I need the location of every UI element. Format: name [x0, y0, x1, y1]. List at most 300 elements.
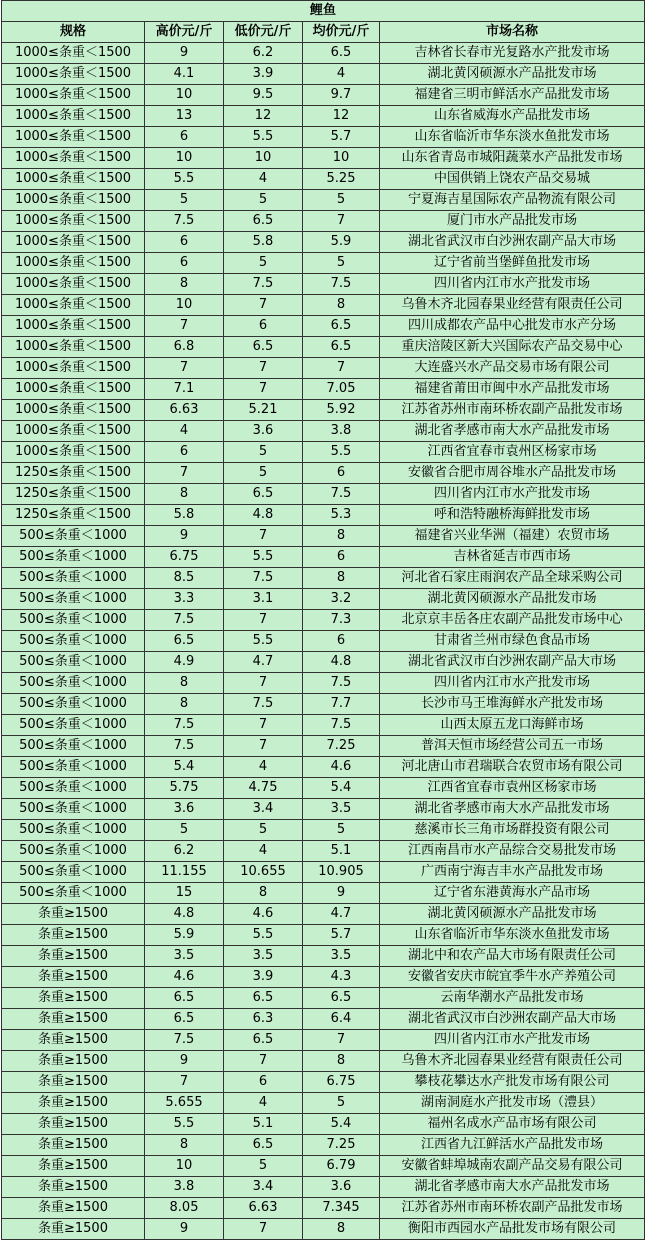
- cell-low-price[interactable]: 6.63: [224, 1198, 303, 1219]
- cell-market-name[interactable]: 厦门市水产品批发市场: [380, 211, 645, 232]
- table-row: [2, 400, 645, 421]
- cell-spec[interactable]: 500≤条重＜1000: [2, 736, 145, 757]
- cell-low-price[interactable]: 3.9: [224, 967, 303, 988]
- cell-high-price[interactable]: 9: [145, 43, 224, 64]
- cell-low-price[interactable]: 9.5: [224, 85, 303, 106]
- cell-high-price[interactable]: 5.5: [145, 169, 224, 190]
- cell-spec[interactable]: 条重≥1500: [2, 1072, 145, 1093]
- cell-spec[interactable]: 500≤条重＜1000: [2, 568, 145, 589]
- cell-high-price[interactable]: 5.655: [145, 1093, 224, 1114]
- cell-high-price[interactable]: 4.8: [145, 904, 224, 925]
- cell-low-price[interactable]: 4: [224, 841, 303, 862]
- cell-low-price[interactable]: 7: [224, 1219, 303, 1240]
- cell-market-name[interactable]: 福州名成水产品市场有限公司: [380, 1114, 645, 1135]
- cell-avg-price[interactable]: 7.5: [303, 484, 380, 505]
- cell-high-price[interactable]: 6: [145, 232, 224, 253]
- cell-high-price[interactable]: 7.5: [145, 610, 224, 631]
- table-row: [2, 820, 645, 841]
- cell-high-price[interactable]: 7: [145, 463, 224, 484]
- cell-low-price[interactable]: 7: [224, 610, 303, 631]
- cell-market-name[interactable]: 湖北中和农产品大市场有限责任公司: [380, 946, 645, 967]
- cell-high-price[interactable]: 3.8: [145, 1177, 224, 1198]
- cell-market-name[interactable]: 安徽省合肥市周谷堆水产品批发市场: [380, 463, 645, 484]
- cell-avg-price[interactable]: 6.5: [303, 337, 380, 358]
- cell-low-price[interactable]: 12: [224, 106, 303, 127]
- header-market-name[interactable]: 市场名称: [380, 22, 645, 43]
- cell-market-name[interactable]: 湖南洞庭水产批发市场（澧县）: [380, 1093, 645, 1114]
- cell-high-price[interactable]: 5: [145, 820, 224, 841]
- cell-high-price[interactable]: 5: [145, 190, 224, 211]
- cell-market-name[interactable]: 甘肃省兰州市绿色食品市场: [380, 631, 645, 652]
- cell-avg-price[interactable]: 7.7: [303, 694, 380, 715]
- cell-spec[interactable]: 500≤条重＜1000: [2, 547, 145, 568]
- cell-market-name[interactable]: 山东省临沂市华东淡水鱼批发市场: [380, 127, 645, 148]
- cell-spec[interactable]: 1000≤条重＜1500: [2, 148, 145, 169]
- cell-market-name[interactable]: 福建省莆田市闽中水产品批发市场: [380, 379, 645, 400]
- cell-avg-price[interactable]: 5.5: [303, 442, 380, 463]
- cell-spec[interactable]: 条重≥1500: [2, 1177, 145, 1198]
- cell-high-price[interactable]: 3.6: [145, 799, 224, 820]
- cell-high-price[interactable]: 10: [145, 148, 224, 169]
- cell-market-name[interactable]: 湖北省武汉市白沙洲农副产品大市场: [380, 1009, 645, 1030]
- cell-spec[interactable]: 500≤条重＜1000: [2, 862, 145, 883]
- cell-spec[interactable]: 500≤条重＜1000: [2, 778, 145, 799]
- table-row: [2, 211, 645, 232]
- cell-spec[interactable]: 1000≤条重＜1500: [2, 421, 145, 442]
- cell-avg-price[interactable]: 4: [303, 64, 380, 85]
- cell-high-price[interactable]: 10: [145, 295, 224, 316]
- cell-spec[interactable]: 条重≥1500: [2, 1219, 145, 1240]
- cell-spec[interactable]: 条重≥1500: [2, 988, 145, 1009]
- cell-market-name[interactable]: 江西南昌市水产品综合交易批发市场: [380, 841, 645, 862]
- cell-avg-price[interactable]: 5: [303, 1093, 380, 1114]
- cell-high-price[interactable]: 10: [145, 1156, 224, 1177]
- cell-avg-price[interactable]: 6.75: [303, 1072, 380, 1093]
- cell-market-name[interactable]: 慈溪市长三角市场群投资有限公司: [380, 820, 645, 841]
- cell-avg-price[interactable]: 7: [303, 358, 380, 379]
- cell-market-name[interactable]: 河北唐山市君瑞联合农贸市场有限公司: [380, 757, 645, 778]
- cell-low-price[interactable]: 6: [224, 1072, 303, 1093]
- cell-high-price[interactable]: 7: [145, 358, 224, 379]
- table-row: [2, 253, 645, 274]
- cell-spec[interactable]: 500≤条重＜1000: [2, 673, 145, 694]
- cell-market-name[interactable]: 大连盛兴水产品交易市场有限公司: [380, 358, 645, 379]
- header-low-price[interactable]: 低价元/斤: [224, 22, 303, 43]
- cell-spec[interactable]: 1250≤条重＜1500: [2, 463, 145, 484]
- cell-high-price[interactable]: 9: [145, 526, 224, 547]
- cell-low-price[interactable]: 4.6: [224, 904, 303, 925]
- cell-spec[interactable]: 1000≤条重＜1500: [2, 106, 145, 127]
- cell-low-price[interactable]: 5: [224, 442, 303, 463]
- cell-spec[interactable]: 500≤条重＜1000: [2, 694, 145, 715]
- cell-low-price[interactable]: 4: [224, 169, 303, 190]
- cell-avg-price[interactable]: 8: [303, 526, 380, 547]
- cell-market-name[interactable]: 安徽省蚌埠城南农副产品交易有限公司: [380, 1156, 645, 1177]
- cell-avg-price[interactable]: 7: [303, 211, 380, 232]
- cell-high-price[interactable]: 9: [145, 1051, 224, 1072]
- cell-low-price[interactable]: 3.4: [224, 1177, 303, 1198]
- cell-market-name[interactable]: 湖北省武汉市白沙洲农副产品大市场: [380, 232, 645, 253]
- cell-avg-price[interactable]: 12: [303, 106, 380, 127]
- cell-avg-price[interactable]: 7.25: [303, 1135, 380, 1156]
- cell-market-name[interactable]: 四川省内江市水产批发市场: [380, 274, 645, 295]
- cell-high-price[interactable]: 5.8: [145, 505, 224, 526]
- cell-high-price[interactable]: 3.3: [145, 589, 224, 610]
- header-high-price[interactable]: 高价元/斤: [145, 22, 224, 43]
- header-spec[interactable]: 规格: [2, 22, 145, 43]
- cell-spec[interactable]: 500≤条重＜1000: [2, 820, 145, 841]
- cell-market-name[interactable]: 湖北省孝感市南大水产品批发市场: [380, 421, 645, 442]
- cell-avg-price[interactable]: 6.5: [303, 43, 380, 64]
- cell-spec[interactable]: 1000≤条重＜1500: [2, 316, 145, 337]
- cell-high-price[interactable]: 7.5: [145, 736, 224, 757]
- table-row: [2, 442, 645, 463]
- cell-avg-price[interactable]: 3.6: [303, 1177, 380, 1198]
- cell-low-price[interactable]: 5: [224, 463, 303, 484]
- cell-low-price[interactable]: 10.655: [224, 862, 303, 883]
- cell-market-name[interactable]: 湖北省武汉市白沙洲农副产品大市场: [380, 652, 645, 673]
- cell-high-price[interactable]: 5.75: [145, 778, 224, 799]
- cell-spec[interactable]: 1000≤条重＜1500: [2, 274, 145, 295]
- cell-avg-price[interactable]: 7.5: [303, 715, 380, 736]
- cell-low-price[interactable]: 6.5: [224, 988, 303, 1009]
- cell-spec[interactable]: 500≤条重＜1000: [2, 883, 145, 904]
- cell-avg-price[interactable]: 3.5: [303, 946, 380, 967]
- header-avg-price[interactable]: 均价元/斤: [303, 22, 380, 43]
- cell-avg-price[interactable]: 5.7: [303, 127, 380, 148]
- cell-high-price[interactable]: 8.5: [145, 568, 224, 589]
- cell-high-price[interactable]: 6: [145, 442, 224, 463]
- cell-low-price[interactable]: 10: [224, 148, 303, 169]
- cell-low-price[interactable]: 7.5: [224, 568, 303, 589]
- cell-avg-price[interactable]: 7.5: [303, 673, 380, 694]
- cell-avg-price[interactable]: 7.25: [303, 736, 380, 757]
- cell-high-price[interactable]: 6.5: [145, 988, 224, 1009]
- cell-avg-price[interactable]: 6.5: [303, 316, 380, 337]
- cell-spec[interactable]: 1000≤条重＜1500: [2, 64, 145, 85]
- cell-spec[interactable]: 条重≥1500: [2, 1093, 145, 1114]
- cell-spec[interactable]: 1000≤条重＜1500: [2, 232, 145, 253]
- cell-market-name[interactable]: 江西省九江鲜活水产品批发市场: [380, 1135, 645, 1156]
- cell-avg-price[interactable]: 3.2: [303, 589, 380, 610]
- cell-spec[interactable]: 条重≥1500: [2, 1135, 145, 1156]
- cell-low-price[interactable]: 7.5: [224, 274, 303, 295]
- cell-spec[interactable]: 条重≥1500: [2, 1051, 145, 1072]
- cell-low-price[interactable]: 5.8: [224, 232, 303, 253]
- cell-low-price[interactable]: 6.3: [224, 1009, 303, 1030]
- cell-spec[interactable]: 条重≥1500: [2, 925, 145, 946]
- cell-high-price[interactable]: 11.155: [145, 862, 224, 883]
- cell-avg-price[interactable]: 9.7: [303, 85, 380, 106]
- cell-high-price[interactable]: 7.5: [145, 1030, 224, 1051]
- cell-high-price[interactable]: 10: [145, 85, 224, 106]
- cell-avg-price[interactable]: 4.6: [303, 757, 380, 778]
- cell-high-price[interactable]: 8.05: [145, 1198, 224, 1219]
- cell-high-price[interactable]: 4.9: [145, 652, 224, 673]
- cell-spec[interactable]: 1000≤条重＜1500: [2, 442, 145, 463]
- cell-low-price[interactable]: 7: [224, 379, 303, 400]
- cell-market-name[interactable]: 山东省威海水产品批发市场: [380, 106, 645, 127]
- cell-high-price[interactable]: 6.5: [145, 1009, 224, 1030]
- cell-spec[interactable]: 500≤条重＜1000: [2, 589, 145, 610]
- cell-spec[interactable]: 条重≥1500: [2, 1156, 145, 1177]
- cell-low-price[interactable]: 7.5: [224, 694, 303, 715]
- cell-spec[interactable]: 500≤条重＜1000: [2, 652, 145, 673]
- cell-avg-price[interactable]: 5.3: [303, 505, 380, 526]
- cell-market-name[interactable]: 长沙市马王堆海鲜水产批发市场: [380, 694, 645, 715]
- cell-high-price[interactable]: 15: [145, 883, 224, 904]
- cell-avg-price[interactable]: 5: [303, 190, 380, 211]
- cell-market-name[interactable]: 湖北省孝感市南大水产品批发市场: [380, 799, 645, 820]
- cell-market-name[interactable]: 山东省临沂市华东淡水鱼批发市场: [380, 925, 645, 946]
- cell-avg-price[interactable]: 7.5: [303, 274, 380, 295]
- cell-high-price[interactable]: 5.9: [145, 925, 224, 946]
- cell-market-name[interactable]: 湖北黄冈硕源水产品批发市场: [380, 64, 645, 85]
- cell-spec[interactable]: 1250≤条重＜1500: [2, 505, 145, 526]
- cell-market-name[interactable]: 中国供销上饶农产品交易城: [380, 169, 645, 190]
- cell-low-price[interactable]: 4.7: [224, 652, 303, 673]
- cell-market-name[interactable]: 四川成都农产品中心批发市水产分场: [380, 316, 645, 337]
- cell-spec[interactable]: 条重≥1500: [2, 946, 145, 967]
- cell-avg-price[interactable]: 5.92: [303, 400, 380, 421]
- cell-high-price[interactable]: 6.63: [145, 400, 224, 421]
- cell-avg-price[interactable]: 5.7: [303, 925, 380, 946]
- cell-spec[interactable]: 1000≤条重＜1500: [2, 211, 145, 232]
- cell-avg-price[interactable]: 8: [303, 295, 380, 316]
- cell-avg-price[interactable]: 3.8: [303, 421, 380, 442]
- cell-spec[interactable]: 500≤条重＜1000: [2, 799, 145, 820]
- cell-avg-price[interactable]: 10: [303, 148, 380, 169]
- cell-high-price[interactable]: 8: [145, 673, 224, 694]
- cell-avg-price[interactable]: 7.345: [303, 1198, 380, 1219]
- table-row: [2, 1219, 645, 1240]
- cell-high-price[interactable]: 7: [145, 316, 224, 337]
- cell-market-name[interactable]: 云南华潮水产品批发市场: [380, 988, 645, 1009]
- cell-low-price[interactable]: 5.5: [224, 127, 303, 148]
- table-row: [2, 610, 645, 631]
- cell-low-price[interactable]: 7: [224, 526, 303, 547]
- cell-market-name[interactable]: 安徽省安庆市皖宜季牛水产养殖公司: [380, 967, 645, 988]
- cell-market-name[interactable]: 江苏省苏州市南环桥农副产品批发市场: [380, 400, 645, 421]
- cell-spec[interactable]: 1000≤条重＜1500: [2, 379, 145, 400]
- cell-market-name[interactable]: 四川省内江市水产批发市场: [380, 673, 645, 694]
- cell-low-price[interactable]: 5.5: [224, 631, 303, 652]
- cell-market-name[interactable]: 河北省石家庄雨润农产品全球采购公司: [380, 568, 645, 589]
- cell-low-price[interactable]: 7: [224, 715, 303, 736]
- cell-high-price[interactable]: 6.75: [145, 547, 224, 568]
- cell-high-price[interactable]: 3.5: [145, 946, 224, 967]
- cell-spec[interactable]: 条重≥1500: [2, 1009, 145, 1030]
- cell-low-price[interactable]: 6: [224, 316, 303, 337]
- cell-market-name[interactable]: 宁夏海吉星国际农产品物流有限公司: [380, 190, 645, 211]
- cell-avg-price[interactable]: 9: [303, 883, 380, 904]
- cell-spec[interactable]: 500≤条重＜1000: [2, 610, 145, 631]
- cell-avg-price[interactable]: 5: [303, 820, 380, 841]
- cell-market-name[interactable]: 湖北省孝感市南大水产品批发市场: [380, 1177, 645, 1198]
- cell-low-price[interactable]: 6.2: [224, 43, 303, 64]
- cell-low-price[interactable]: 5: [224, 820, 303, 841]
- cell-spec[interactable]: 1250≤条重＜1500: [2, 484, 145, 505]
- cell-low-price[interactable]: 7: [224, 295, 303, 316]
- cell-avg-price[interactable]: 3.5: [303, 799, 380, 820]
- cell-market-name[interactable]: 北京京丰岳各庄农副产品批发市场中心: [380, 610, 645, 631]
- cell-avg-price[interactable]: 7.3: [303, 610, 380, 631]
- cell-high-price[interactable]: 13: [145, 106, 224, 127]
- table-row: [2, 715, 645, 736]
- cell-avg-price[interactable]: 5.25: [303, 169, 380, 190]
- cell-market-name[interactable]: 辽宁省前当堡鲜鱼批发市场: [380, 253, 645, 274]
- cell-avg-price[interactable]: 8: [303, 568, 380, 589]
- cell-avg-price[interactable]: 6.5: [303, 988, 380, 1009]
- cell-spec[interactable]: 1000≤条重＜1500: [2, 358, 145, 379]
- cell-low-price[interactable]: 5.5: [224, 547, 303, 568]
- cell-spec[interactable]: 条重≥1500: [2, 1030, 145, 1051]
- cell-avg-price[interactable]: 6: [303, 631, 380, 652]
- table-row: [2, 1072, 645, 1093]
- cell-avg-price[interactable]: 8: [303, 1219, 380, 1240]
- cell-market-name[interactable]: 福建省兴业华洲（福建）农贸市场: [380, 526, 645, 547]
- cell-avg-price[interactable]: 4.7: [303, 904, 380, 925]
- cell-high-price[interactable]: 8: [145, 484, 224, 505]
- cell-avg-price[interactable]: 6: [303, 463, 380, 484]
- cell-avg-price[interactable]: 6.79: [303, 1156, 380, 1177]
- cell-market-name[interactable]: 吉林省长春市光复路水产批发市场: [380, 43, 645, 64]
- cell-avg-price[interactable]: 5.4: [303, 1114, 380, 1135]
- cell-market-name[interactable]: 山西太原五龙口海鲜市场: [380, 715, 645, 736]
- cell-high-price[interactable]: 7: [145, 1072, 224, 1093]
- cell-market-name[interactable]: 江西省宜春市袁州区杨家市场: [380, 778, 645, 799]
- cell-high-price[interactable]: 6.8: [145, 337, 224, 358]
- cell-avg-price[interactable]: 7.05: [303, 379, 380, 400]
- cell-spec[interactable]: 500≤条重＜1000: [2, 757, 145, 778]
- cell-market-name[interactable]: 吉林省延吉市西市场: [380, 547, 645, 568]
- cell-low-price[interactable]: 7: [224, 1051, 303, 1072]
- cell-high-price[interactable]: 5.4: [145, 757, 224, 778]
- cell-spec[interactable]: 500≤条重＜1000: [2, 631, 145, 652]
- cell-high-price[interactable]: 5.5: [145, 1114, 224, 1135]
- cell-high-price[interactable]: 4.1: [145, 64, 224, 85]
- cell-low-price[interactable]: 4.8: [224, 505, 303, 526]
- cell-avg-price[interactable]: 10.905: [303, 862, 380, 883]
- cell-low-price[interactable]: 6.5: [224, 484, 303, 505]
- cell-market-name[interactable]: 广西南宁海吉丰水产品批发市场: [380, 862, 645, 883]
- cell-high-price[interactable]: 6.2: [145, 841, 224, 862]
- cell-high-price[interactable]: 8: [145, 694, 224, 715]
- cell-spec[interactable]: 500≤条重＜1000: [2, 526, 145, 547]
- cell-low-price[interactable]: 7: [224, 358, 303, 379]
- cell-low-price[interactable]: 8: [224, 883, 303, 904]
- cell-low-price[interactable]: 6.5: [224, 211, 303, 232]
- cell-avg-price[interactable]: 5.9: [303, 232, 380, 253]
- cell-low-price[interactable]: 4: [224, 757, 303, 778]
- cell-spec[interactable]: 1000≤条重＜1500: [2, 400, 145, 421]
- cell-avg-price[interactable]: 4.8: [303, 652, 380, 673]
- cell-spec[interactable]: 1000≤条重＜1500: [2, 253, 145, 274]
- cell-spec[interactable]: 1000≤条重＜1500: [2, 169, 145, 190]
- cell-avg-price[interactable]: 6.4: [303, 1009, 380, 1030]
- cell-spec[interactable]: 1000≤条重＜1500: [2, 43, 145, 64]
- cell-spec[interactable]: 条重≥1500: [2, 1198, 145, 1219]
- cell-low-price[interactable]: 3.9: [224, 64, 303, 85]
- cell-avg-price[interactable]: 4.3: [303, 967, 380, 988]
- table-row: [2, 526, 645, 547]
- cell-low-price[interactable]: 7: [224, 736, 303, 757]
- cell-market-name[interactable]: 湖北黄冈硕源水产品批发市场: [380, 589, 645, 610]
- cell-low-price[interactable]: 4: [224, 1093, 303, 1114]
- cell-avg-price[interactable]: 7: [303, 1030, 380, 1051]
- cell-market-name[interactable]: 福建省三明市鲜活水产品批发市场: [380, 85, 645, 106]
- cell-market-name[interactable]: 普洱天恒市场经营公司五一市场: [380, 736, 645, 757]
- cell-avg-price[interactable]: 6: [303, 547, 380, 568]
- cell-spec[interactable]: 条重≥1500: [2, 967, 145, 988]
- cell-spec[interactable]: 条重≥1500: [2, 1114, 145, 1135]
- cell-low-price[interactable]: 6.5: [224, 337, 303, 358]
- cell-high-price[interactable]: 7.1: [145, 379, 224, 400]
- cell-high-price[interactable]: 7.5: [145, 715, 224, 736]
- cell-market-name[interactable]: 乌鲁木齐北园春果业经营有限责任公司: [380, 1051, 645, 1072]
- cell-market-name[interactable]: 四川省内江市水产批发市场: [380, 1030, 645, 1051]
- cell-low-price[interactable]: 5: [224, 253, 303, 274]
- cell-market-name[interactable]: 江西省宜春市袁州区杨家市场: [380, 442, 645, 463]
- cell-low-price[interactable]: 6.5: [224, 1030, 303, 1051]
- cell-low-price[interactable]: 3.5: [224, 946, 303, 967]
- cell-low-price[interactable]: 4.75: [224, 778, 303, 799]
- cell-high-price[interactable]: 4.6: [145, 967, 224, 988]
- cell-market-name[interactable]: 乌鲁木齐北园春果业经营有限责任公司: [380, 295, 645, 316]
- cell-market-name[interactable]: 江苏省苏州市南环桥农副产品批发市场: [380, 1198, 645, 1219]
- cell-high-price[interactable]: 6.5: [145, 631, 224, 652]
- cell-high-price[interactable]: 6: [145, 253, 224, 274]
- cell-low-price[interactable]: 3.4: [224, 799, 303, 820]
- cell-low-price[interactable]: 6.5: [224, 1135, 303, 1156]
- cell-high-price[interactable]: 8: [145, 1135, 224, 1156]
- cell-spec[interactable]: 条重≥1500: [2, 904, 145, 925]
- cell-spec[interactable]: 500≤条重＜1000: [2, 841, 145, 862]
- cell-spec[interactable]: 1000≤条重＜1500: [2, 337, 145, 358]
- cell-low-price[interactable]: 5.1: [224, 1114, 303, 1135]
- cell-low-price[interactable]: 5.5: [224, 925, 303, 946]
- cell-high-price[interactable]: 8: [145, 274, 224, 295]
- cell-market-name[interactable]: 重庆涪陵区新大兴国际农产品交易中心: [380, 337, 645, 358]
- cell-high-price[interactable]: 7.5: [145, 211, 224, 232]
- cell-low-price[interactable]: 5: [224, 190, 303, 211]
- cell-low-price[interactable]: 7: [224, 673, 303, 694]
- cell-market-name[interactable]: 攀枝花攀达水产批发市场有限公司: [380, 1072, 645, 1093]
- cell-market-name[interactable]: 湖北黄冈硕源水产品批发市场: [380, 904, 645, 925]
- cell-high-price[interactable]: 6: [145, 127, 224, 148]
- cell-spec[interactable]: 1000≤条重＜1500: [2, 85, 145, 106]
- cell-spec[interactable]: 500≤条重＜1000: [2, 715, 145, 736]
- cell-market-name[interactable]: 衡阳市西园水产品批发市场有限公司: [380, 1219, 645, 1240]
- cell-market-name[interactable]: 四川省内江市水产批发市场: [380, 484, 645, 505]
- cell-avg-price[interactable]: 8: [303, 1051, 380, 1072]
- cell-spec[interactable]: 1000≤条重＜1500: [2, 295, 145, 316]
- cell-low-price[interactable]: 3.6: [224, 421, 303, 442]
- cell-low-price[interactable]: 3.1: [224, 589, 303, 610]
- cell-market-name[interactable]: 山东省青岛市城阳蔬菜水产品批发市场: [380, 148, 645, 169]
- cell-low-price[interactable]: 5: [224, 1156, 303, 1177]
- cell-high-price[interactable]: 4: [145, 421, 224, 442]
- cell-avg-price[interactable]: 5: [303, 253, 380, 274]
- cell-high-price[interactable]: 9: [145, 1219, 224, 1240]
- cell-spec[interactable]: 1000≤条重＜1500: [2, 127, 145, 148]
- cell-avg-price[interactable]: 5.1: [303, 841, 380, 862]
- cell-market-name[interactable]: 呼和浩特融桥海鲜批发市场: [380, 505, 645, 526]
- cell-avg-price[interactable]: 5.4: [303, 778, 380, 799]
- cell-spec[interactable]: 1000≤条重＜1500: [2, 190, 145, 211]
- cell-low-price[interactable]: 5.21: [224, 400, 303, 421]
- cell-market-name[interactable]: 辽宁省东港黄海水产品市场: [380, 883, 645, 904]
